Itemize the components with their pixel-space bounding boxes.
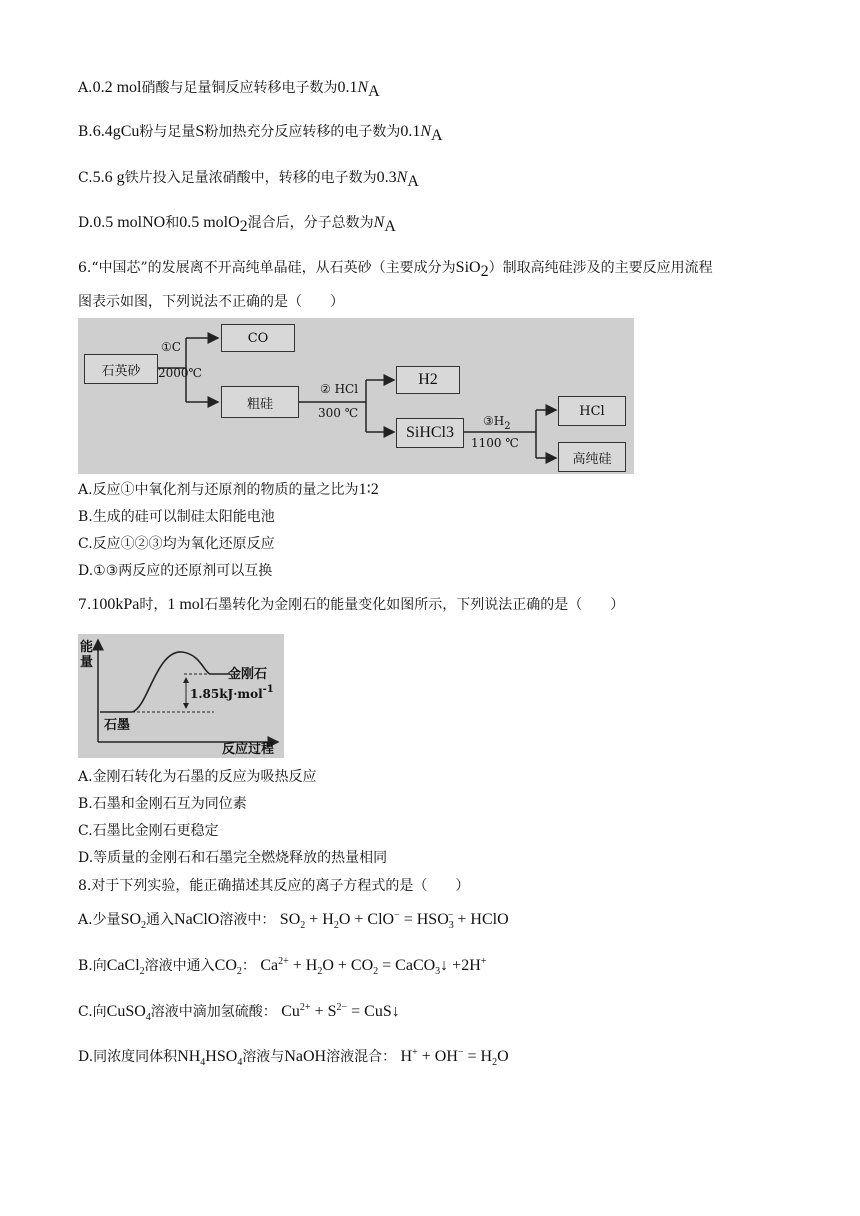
step3-label: $③H_2$ [483,414,511,432]
q5-option-a: A.0.2 mol硝酸与足量铜反应转移电子数为$0.1N_A$ [78,79,380,100]
q5-option-b: B.6.4gCu粉与足量S粉加热充分反应转移的电子数为$0.1N_A$ [78,123,443,144]
step1-temp: 2000℃ [158,366,202,380]
q8-equation-c: $Cu^{2+} + S^{2-}$ = CuS↓ [281,1002,400,1020]
q8-option-c: C.向CuSO$_4$溶液中滴加氢硫酸： $Cu^{2+} + S^{2-}$ = CuS↓ [78,1002,400,1023]
q7-stem: 7.100kPa时，1 mol石墨转化为金刚石的能量变化如图所示，下列说法正确的是（ ） [78,596,625,613]
q7-option-d: D.等质量的金刚石和石墨完全燃烧释放的热量相同 [78,850,388,866]
q8-equation-d: $H^+ + OH^- = H_2O$ [400,1047,509,1068]
step2-temp: 300 ℃ [318,406,359,420]
q6-stem-line1: 6.“中国芯”的发展离不开高纯单晶硅，从石英砂（主要成分为SiO$_2$）制取高纯硅涉及的主要反应用流程 [78,259,713,280]
q8-equation-a: $SO_2 + H_2O + ClO^- = HSO_3^-$ + HClO [279,910,509,931]
q6-option-b: B.生成的硅可以制硅太阳能电池 [78,509,275,525]
pure-silicon-box: 高纯硅 [558,442,626,472]
q7-option-b: B.石墨和金刚石互为同位素 [78,796,247,812]
step3-temp: 1100 ℃ [471,436,519,450]
q5-option-c: C.5.6 g铁片投入足量浓硝酸中，转移的电子数为$0.3N_A$ [78,169,419,190]
h2-box: H 2 [396,366,460,394]
step2-label: ② HCl [320,382,359,396]
q8-equation-b: $Ca^{2+} + H_2O + CO_2$ = CaCO$_3$↓ +2H+ [260,956,487,977]
q8-stem: 8.对于下列实验，能正确描述其反应的离子方程式的是（ ） [78,878,470,894]
q6-option-a: A.反应①中氧化剂与还原剂的物质的量之比为1∶2 [78,481,379,498]
crude-silicon-box: 粗硅 [221,386,299,418]
q6-stem-line2: 图表示如图，下列说法不正确的是（ ） [78,294,344,310]
q8-option-a: A.少量$SO_2$通入NaClO溶液中： $SO_2 + H_2O + ClO^- = HSO_3^-$ + HClO [78,910,509,931]
graphite-label: 石墨 [104,718,131,733]
quartz-sand-box: 石英砂 [84,354,158,384]
q6-option-c: C.反应①②③均为氧化还原反应 [78,536,275,552]
step1-label: ①C [161,340,181,354]
q8-option-d: D.同浓度同体积$NH_4HSO_4$溶液与NaOH溶液混合： $H^+ + OH^- = H_2O$ [78,1047,509,1068]
q8-option-b: B.向CaCl$_2$溶液中通入$CO_2$： $Ca^{2+} + H_2O + CO_2$ = CaCO$_3$↓ +2H+ [78,956,487,977]
y-axis-label: 能量 [80,640,94,670]
q6-option-d: D.①③两反应的还原剂可以互换 [78,563,273,579]
x-axis-label: 反应过程 [222,742,275,757]
hcl-box: HCl [558,396,626,426]
sihcl3-box: SiHCl 3 [396,418,464,448]
diamond-label: 金刚石 [228,667,268,682]
q5-option-d: D.0.5 molNO和0.5 molO$_2$混合后，分子总数为$N_A$ [78,214,396,235]
q7-option-c: C.石墨比金刚石更稳定 [78,823,219,839]
silicon-flowchart-figure [78,318,634,474]
energy-delta-label: 1.85kJ·mol$^{-1}$ [190,684,274,701]
q7-option-a: A.金刚石转化为石墨的反应为吸热反应 [78,769,317,785]
co-box: CO [221,324,295,352]
energy-diagram-figure [78,634,284,758]
